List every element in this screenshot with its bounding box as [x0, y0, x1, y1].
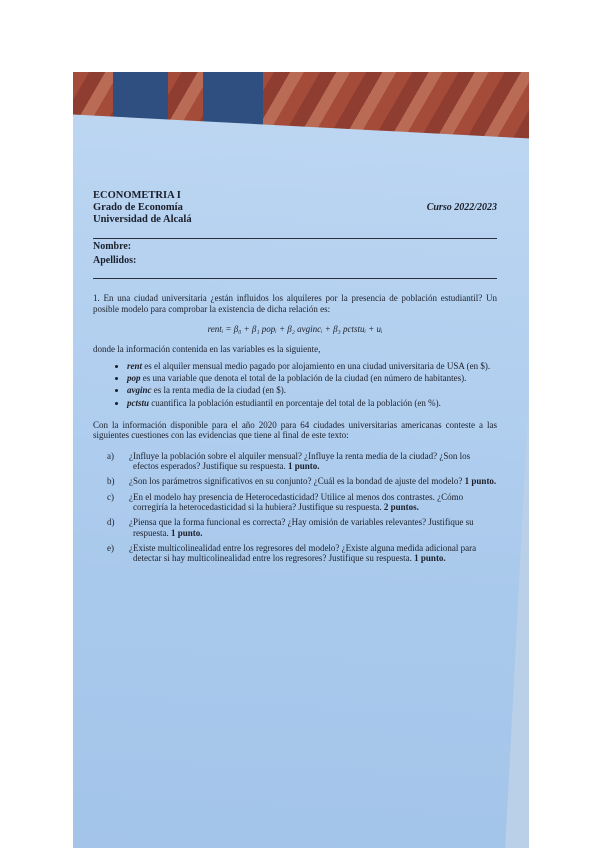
course-year: Curso 2022/2023 — [426, 202, 497, 214]
list-item: • rent es el alquiler mensual medio pagado por alojamiento en una ciudad universitaria de USA (en $). — [127, 361, 497, 371]
photo — [73, 72, 529, 848]
degree: Grado de Economía — [93, 202, 183, 214]
rule — [93, 266, 497, 279]
list-item: • pctstu cuantifica la población estudiantil en porcentaje del total de la población (en %). — [127, 398, 497, 408]
variables-list — [93, 361, 497, 408]
list-item: • avginc es la renta media de la ciudad (en $). — [127, 385, 497, 395]
intro-paragraph: 1. En una ciudad universitaria ¿están influidos los alquileres por la presencia de población estudiantil? Un posible modelo para comprobar la existencia de dicha relación es: — [93, 293, 497, 314]
course-name: ECONOMETRIA I — [93, 190, 181, 201]
list-item: c) ¿En el modelo hay presencia de Heterocedasticidad? Utilice al menos dos contrastes. ¿Cómo corregiría la heterocedasticidad si la hubiera? Justifique su respuesta. 2 puntos. — [107, 491, 464, 512]
university: Universidad de Alcalá — [93, 214, 192, 226]
questions-list — [93, 451, 497, 564]
list-item: d) ¿Piensa que la forma funcional es correcta? ¿Hay omisión de variables relevantes? Justifique su respuesta. 1 punto. — [107, 517, 474, 538]
list-item: • pop es una variable que denota el total de la población de la ciudad (en número de habitantes). — [127, 373, 497, 383]
name-label: Nombre: — [93, 241, 132, 253]
exam-content — [93, 190, 497, 569]
list-item: a) ¿Influye la población sobre el alquiler mensual? ¿Influye la renta media de la ciudad? ¿Son los efectos esperados? Justifique su respuesta. 1 punto. — [107, 450, 471, 471]
surname-label: Apellidos: — [93, 254, 137, 266]
list-item: b) ¿Son los parámetros significativos en su conjunto? ¿Cuál es la bondad de ajuste del modelo? 1 punto. — [107, 476, 497, 487]
rule — [93, 226, 497, 239]
list-item: e) ¿Existe multicolinealidad entre los regresores del modelo? ¿Existe alguna medida adicional para detectar si hay multicolinealidad entre los regresores? Justifique su respuesta. 1 punto. — [107, 543, 477, 564]
context-paragraph: Con la información disponible para el año 2020 para 64 ciudades universitarias americanas conteste a las siguientes cuestiones con las evidencias que tiene al final de este texto: — [93, 419, 497, 441]
model-equation: rentᵢ = β₀ + β₁ popᵢ + β₂ avgincᵢ + β₃ pctstuᵢ + uᵢ — [207, 323, 383, 334]
where-text: donde la información contenida en las variables es la siguiente, — [93, 344, 321, 355]
